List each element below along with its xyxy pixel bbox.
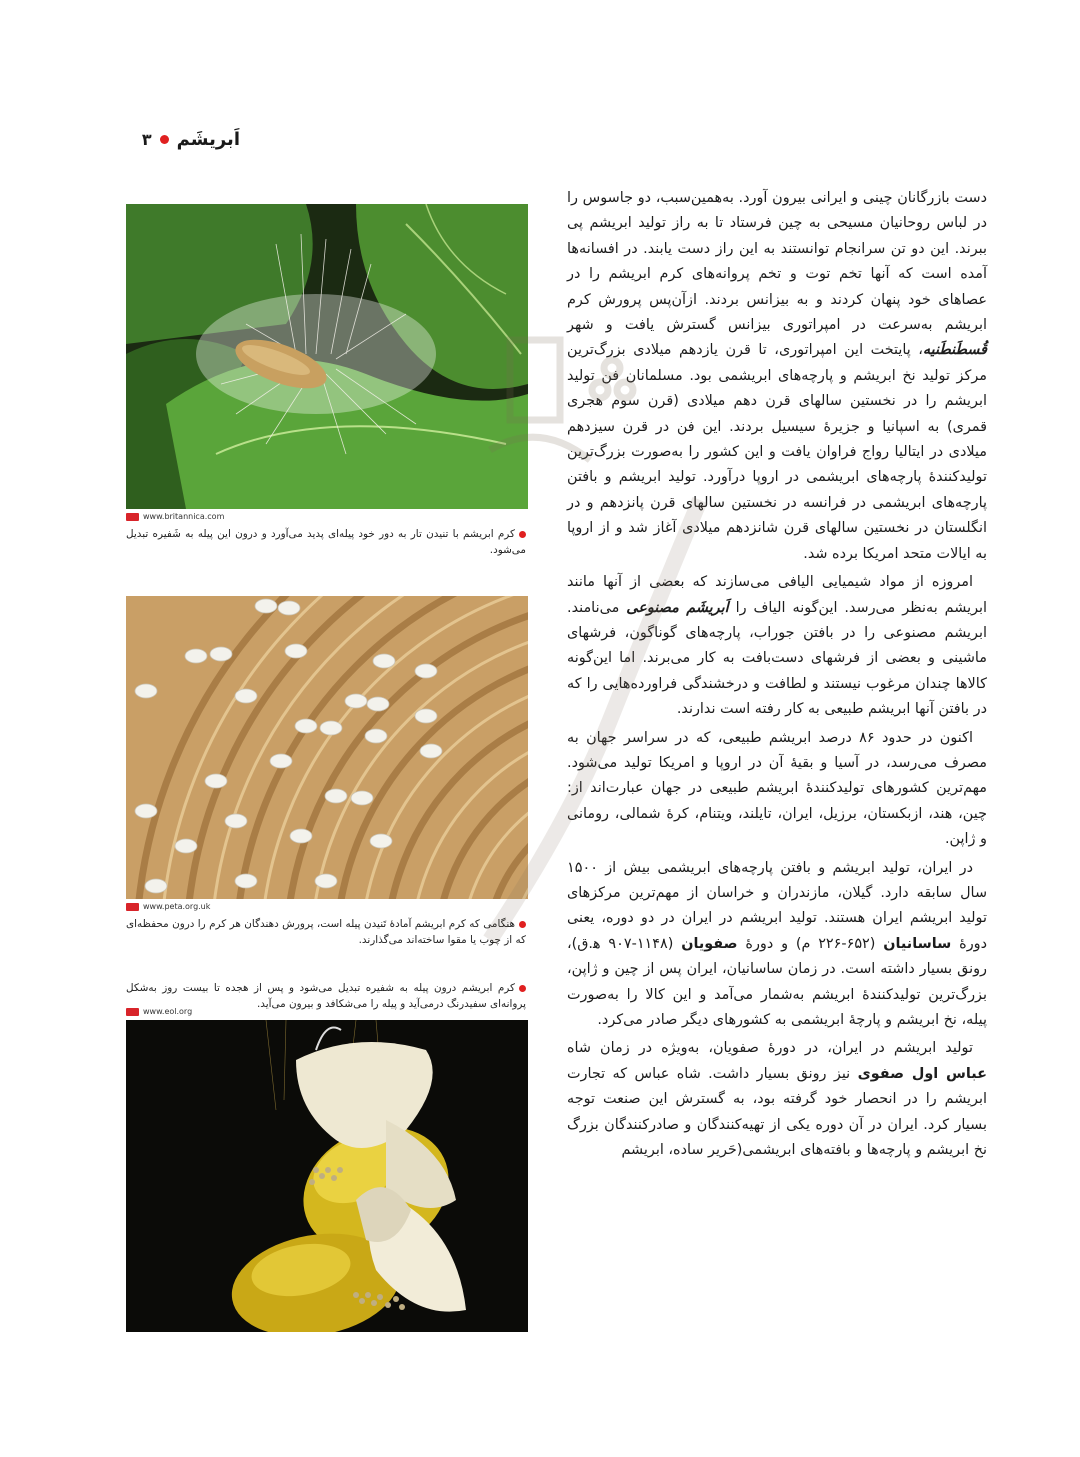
page-header	[100, 124, 240, 154]
photo-credit: www.britannica.com	[126, 511, 528, 522]
publisher-logo-icon	[126, 903, 139, 911]
publisher-logo-icon	[126, 513, 139, 521]
article-body	[567, 186, 987, 1166]
page-number: ۳	[141, 129, 152, 149]
paragraph: تولید ابریشم در ایران، در دورهٔ صفویان، به‌ویژه در زمان شاه عباس اول صفوی نیز رونق بسیار داشت. شاه عباس که تجارت ابریشم را در انحصار خود گرفته بود، به گسترش این صنعت توجه بسیار کرد. ایران در آن دوره یکی از تهیه‌کنندگان و صادرکنندگان بزرگ نخ ابریشم و پارچه‌ها و بافته‌های ابریشمی(حَریر ساده، ابریشم	[567, 1040, 988, 1159]
term-constantinople: قُسطَنطَنیه	[922, 342, 987, 359]
photo-cocoon-on-leaf	[126, 204, 528, 509]
figure-cocoon-leaf	[126, 204, 528, 558]
paragraph: دست بازرگانان چینی و ایرانی بیرون آورد. به‌همین‌سبب، دو جاسوس را در لباس روحانیان مسیحی به چین فرستاد تا به راز تولید ابریشم پی ببرند. این دو تن سرانجام توانستند به این راز دست یابند. در افسانه‌ها آمده است که آنها تخم توت و تخم پروانه‌های کرم ابریشم را در عصاهای خود پنهان کردند و به بیزانس بردند. ازآن‌پس پرورش کرم ابریشم به‌سرعت در امپراتوری بیزانس گسترش یافت و شهر قُسطَنطَنیه، پایتخت این امپراتوری، تا قرن یازدهم میلادی بزرگ‌ترین مرکز تولید نخ ابریشم و پارچه‌های ابریشمی بود. مسلمانان فن تولید ابریشم را در نخستین سالهای قرن دهم میلادی (قرن سوم هجری قمری) به اسپانیا و جزیرهٔ سیسیل بردند. این فن در قرن سیزدهم میلادی در ایتالیا رواج فراوان یافت و این کشور را به‌صورت بزرگ‌ترین تولیدکنندهٔ پارچه‌های ابریشمی در اروپا درآورد. تولید ابریشم و بافتن پارچه‌های ابریشمی در فرانسه در نخستین سالهای قرن پانزدهم و در انگلستان در نخستین سالهای قرن شانزدهم میلادی آغاز شد و از اروپا به ایالات متحد امریکا برده شد.	[567, 190, 987, 562]
paragraph: امروزه از مواد شیمیایی الیافی می‌سازند که بعضی از آنها مانند ابریشم به‌نظر می‌رسد. این‌گونه الیاف را اَبریشَم مصنوعی می‌نامند. ابریشم مصنوعی را در بافتن جوراب، پارچه‌های گوناگون، فرشهای ماشینی و بعضی از فرشهای دست‌بافت به کار می‌برند. اما این‌گونه کالاها چندان مرغوب نیستند و لطافت و درخشندگی فراورده‌هایی را که در بافتن آنها ابریشم طبیعی به کار رفته است ندارند.	[567, 574, 988, 718]
page-title: اَبریشَم	[176, 128, 240, 150]
paragraph: اکنون در حدود ۸۶ درصد ابریشم طبیعی، که در سراسر جهان به مصرف می‌رسد، در آسیا و بقیهٔ آن در اروپا و امریکا تولید می‌شود. مهم‌ترین کشورهای تولیدکنندهٔ ابریشم طبیعی در جهان عبارت‌اند از: چین، هند، ازبکستان، برزیل، ایران، تایلند، ویتنام، کرهٔ شمالی، رومانی و ژاپن.	[567, 729, 987, 848]
figure-caption: کرم ابریشم با تنیدن تار به دور خود پیله‌ای پدید می‌آورد و درون این پیله به شَفیره تبدیل می‌شود.	[126, 528, 526, 556]
photo-silk-moths-on-cocoons	[126, 1020, 528, 1332]
photo-credit: www.eol.org	[126, 1006, 528, 1017]
term-artificial-silk: اَبریشَم مصنوعی	[626, 599, 729, 616]
photo-cocoons-in-basket	[126, 596, 528, 899]
figure-moths	[126, 1006, 528, 1332]
figure-caption: هنگامی که کرم ابریشم آمادهٔ تَنیدن پیله است، پرورش دهندگان هر کرم را درون محفظه‌ای که از چوب یا مقوا ساخته‌اند می‌گذارند.	[126, 918, 526, 946]
figure-caption: کرم ابریشم درون پیله به شفیره تبدیل می‌شود و پس از هجده تا بیست روز به‌شکل پروانه‌ای سفیدرنگ درمی‌آید و پیله را می‌شکافد و بیرون می‌آید.	[126, 982, 526, 1010]
photo-credit: www.peta.org.uk	[126, 901, 528, 912]
red-dot-icon	[519, 985, 526, 992]
red-dot-icon	[519, 921, 526, 928]
red-dot-icon	[160, 135, 169, 144]
term-sasanian: ساسانیان	[883, 935, 952, 952]
figure-cocoons-basket	[126, 596, 528, 948]
publisher-logo-icon	[126, 1008, 139, 1016]
term-abbas: عباس اول صفوی	[857, 1065, 988, 1082]
red-dot-icon	[519, 531, 526, 538]
paragraph: در ایران، تولید ابریشم و بافتن پارچه‌های ابریشمی بیش از ۱۵۰۰ سال سابقه دارد. گیلان، مازندران و خراسان از مهم‌ترین مرکزهای تولید ابریشم ایران هستند. تولید ابریشم در ایران در دو دوره، یعنی دورهٔ ساسانیان (۶۵۲-۲۲۶ م) و دورهٔ صفویان (۱۱۴۸-۹۰۷ ه‍.ق)، رونق بسیار داشته است. در زمان ساسانیان، ایران پس از چین و ژاپن، بزرگ‌ترین تولیدکنندهٔ ابریشم به‌شمار می‌آمد و این کالا را به‌صورت پیله، نخ ابریشم و پارچهٔ ابریشمی به کشورهای دیگر صادر می‌کرد.	[567, 859, 988, 1028]
term-safavid: صفویان	[681, 935, 738, 952]
